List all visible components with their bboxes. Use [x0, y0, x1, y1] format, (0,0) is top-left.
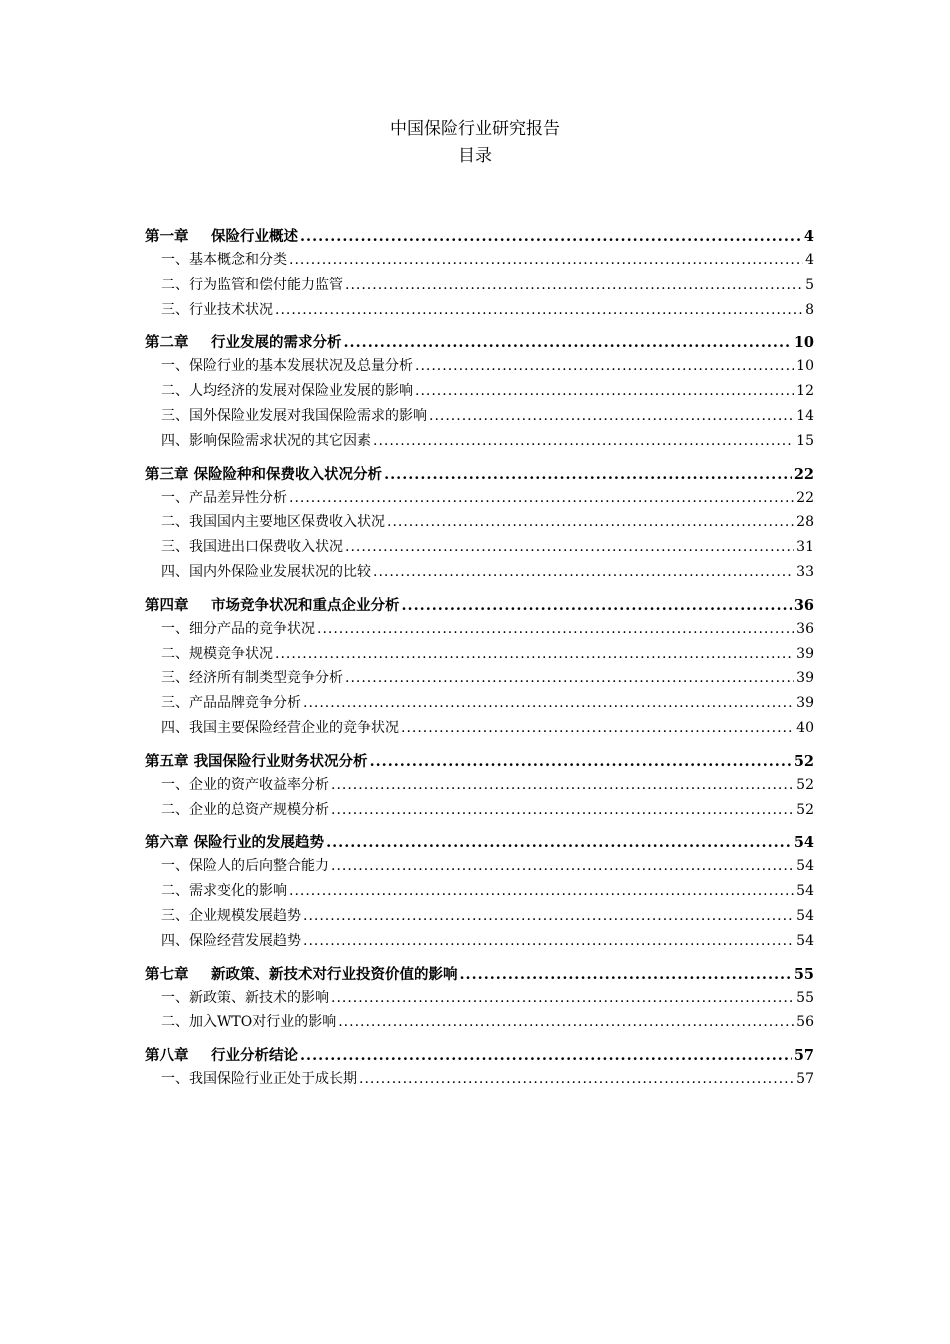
- dot-leader: [275, 298, 803, 323]
- section-page-number: 4: [805, 252, 814, 268]
- dot-leader: [344, 332, 792, 354]
- section-title: 二、需求变化的影响: [161, 883, 287, 900]
- dot-leader: [289, 486, 794, 511]
- section-title: 一、细分产品的竞争状况: [161, 620, 315, 637]
- toc-section-entry[interactable]: [145, 486, 814, 511]
- section-title: 一、保险人的后向整合能力: [161, 858, 329, 875]
- dot-leader: [384, 464, 792, 486]
- toc-section-entry[interactable]: [145, 1010, 814, 1035]
- dot-leader: [331, 798, 794, 823]
- section-page-number: 54: [796, 883, 814, 900]
- chapter-label: [145, 595, 400, 617]
- document-title: 中国保险行业研究报告: [390, 119, 560, 139]
- toc-section-entry[interactable]: [145, 354, 814, 379]
- section-page-number: 54: [796, 858, 814, 875]
- dot-leader: [303, 929, 794, 954]
- dot-leader: [317, 617, 794, 642]
- toc-heading: 目录: [458, 146, 492, 166]
- section-page-number: 55: [796, 989, 814, 1006]
- section-title: 一、我国保险行业正处于成长期: [161, 1071, 357, 1088]
- section-title: 一、基本概念和分类: [161, 252, 287, 268]
- section-title: 四、国内外保险业发展状况的比较: [161, 563, 371, 580]
- toc-section-entry[interactable]: [145, 642, 814, 667]
- chapter-page-number: 54: [793, 834, 814, 852]
- toc-section-entry[interactable]: [145, 429, 814, 454]
- section-page-number: 31: [796, 539, 814, 556]
- section-page-number: 22: [796, 489, 814, 506]
- chapter-title: 行业分析结论: [211, 1047, 298, 1065]
- dot-leader: [415, 354, 794, 379]
- toc-section-entry[interactable]: [145, 404, 814, 429]
- dot-leader: [331, 986, 794, 1011]
- section-page-number: 8: [805, 301, 814, 318]
- dot-leader: [415, 379, 794, 404]
- chapter-number: 第六章: [145, 834, 189, 852]
- section-page-number: 39: [796, 645, 814, 662]
- toc-section-entry[interactable]: [145, 854, 814, 879]
- section-page-number: 28: [796, 514, 814, 531]
- chapter-page-number: 36: [793, 596, 814, 614]
- dot-leader: [345, 666, 794, 691]
- toc-section-entry[interactable]: [145, 560, 814, 585]
- toc-section-entry[interactable]: [145, 1067, 814, 1092]
- chapter-title: 新政策、新技术对行业投资价值的影响: [211, 965, 458, 983]
- section-page-number: 54: [796, 932, 814, 949]
- section-title: 一、企业的资产收益率分析: [161, 776, 329, 793]
- chapter-title: 保险险种和保费收入状况分析: [193, 465, 383, 483]
- chapter-label: [145, 332, 342, 354]
- section-title: 四、我国主要保险经营企业的竞争状况: [161, 719, 399, 736]
- chapter-number: 第七章: [145, 965, 189, 983]
- chapter-number: 第二章: [145, 334, 189, 352]
- section-title: 一、保险行业的基本发展状况及总量分析: [161, 358, 413, 375]
- chapter-label: [145, 964, 458, 986]
- section-title: 三、行业技术状况: [161, 301, 273, 318]
- section-page-number: 57: [796, 1071, 814, 1088]
- dot-leader: [300, 1045, 792, 1067]
- section-page-number: 36: [796, 620, 814, 637]
- dot-leader: [429, 404, 794, 429]
- toc-section-entry[interactable]: [145, 879, 814, 904]
- section-title: 一、新政策、新技术的影响: [161, 989, 329, 1006]
- chapter-page-number: 10: [793, 334, 814, 352]
- dot-leader: [359, 1067, 794, 1092]
- dot-leader: [326, 832, 792, 854]
- toc-section-entry[interactable]: [145, 904, 814, 929]
- dot-leader: [275, 642, 794, 667]
- chapter-page-number: 22: [793, 465, 814, 483]
- section-page-number: 40: [796, 719, 814, 736]
- toc-section-entry[interactable]: [145, 535, 814, 560]
- toc-section-entry[interactable]: [145, 298, 814, 323]
- chapter-number: 第三章: [145, 465, 189, 483]
- section-page-number: 56: [796, 1014, 814, 1031]
- chapter-label: [145, 226, 298, 248]
- dot-leader: [338, 1010, 794, 1035]
- chapter-label: [145, 1045, 298, 1067]
- toc-chapter-entry[interactable]: [145, 332, 814, 354]
- toc-section-entry[interactable]: [145, 716, 814, 741]
- toc-section-entry[interactable]: [145, 691, 814, 716]
- toc-section-entry[interactable]: [145, 666, 814, 691]
- dot-leader: [331, 773, 794, 798]
- dot-leader: [373, 560, 794, 585]
- chapter-title: 我国保险行业财务状况分析: [193, 752, 368, 770]
- section-page-number: 39: [796, 670, 814, 687]
- chapter-page-number: 55: [793, 965, 814, 983]
- chapter-label: [145, 832, 324, 854]
- section-page-number: 12: [796, 383, 814, 400]
- section-title: 一、产品差异性分析: [161, 489, 287, 506]
- toc-chapter-entry[interactable]: [145, 751, 814, 773]
- section-page-number: 10: [796, 358, 814, 375]
- toc-chapter-entry[interactable]: [145, 832, 814, 854]
- chapter-label: [145, 751, 368, 773]
- chapter-title: 保险行业概述: [211, 228, 298, 245]
- dot-leader: [401, 716, 794, 741]
- dot-leader: [303, 691, 794, 716]
- section-page-number: 52: [796, 801, 814, 818]
- toc-section-entry[interactable]: [145, 929, 814, 954]
- toc-chapter-entry[interactable]: [145, 464, 814, 486]
- section-page-number: 52: [796, 776, 814, 793]
- section-page-number: 54: [796, 907, 814, 924]
- dot-leader: [303, 904, 794, 929]
- section-title: 四、影响保险需求状况的其它因素: [161, 432, 371, 449]
- toc-section-entry[interactable]: [145, 798, 814, 823]
- table-of-contents: [145, 226, 814, 1092]
- toc-section-entry[interactable]: [145, 379, 814, 404]
- chapter-title: 保险行业的发展趋势: [193, 834, 325, 852]
- dot-leader: [373, 429, 794, 454]
- toc-chapter-entry[interactable]: [145, 226, 814, 248]
- section-title: 二、加入WTO对行业的影响: [161, 1014, 337, 1031]
- dot-leader: [370, 751, 792, 773]
- chapter-number: 第五章: [145, 752, 189, 770]
- toc-chapter-entry[interactable]: [145, 1045, 814, 1067]
- section-page-number: 33: [796, 563, 814, 580]
- chapter-number: 第一章: [145, 228, 189, 245]
- dot-leader: [331, 854, 794, 879]
- toc-chapter-entry[interactable]: [145, 595, 814, 617]
- dot-leader: [289, 248, 803, 273]
- section-title: 三、企业规模发展趋势: [161, 907, 301, 924]
- section-title: 二、人均经济的发展对保险业发展的影响: [161, 383, 413, 400]
- section-title: 三、经济所有制类型竞争分析: [161, 670, 343, 687]
- chapter-page-number: 52: [793, 752, 814, 770]
- chapter-number: 第八章: [145, 1047, 189, 1065]
- toc-section-entry[interactable]: [145, 248, 814, 273]
- toc-section-entry[interactable]: [145, 510, 814, 535]
- dot-leader: [345, 535, 794, 560]
- dot-leader: [460, 964, 792, 986]
- dot-leader: [345, 273, 803, 298]
- chapter-title: 市场竞争状况和重点企业分析: [211, 596, 400, 614]
- toc-section-entry[interactable]: [145, 273, 814, 298]
- section-page-number: 39: [796, 695, 814, 712]
- section-title: 二、行为监管和偿付能力监管: [161, 276, 343, 293]
- section-title: 三、产品品牌竞争分析: [161, 695, 301, 712]
- toc-section-entry[interactable]: [145, 986, 814, 1011]
- section-title: 二、规模竞争状况: [161, 645, 273, 662]
- chapter-title: 行业发展的需求分析: [211, 334, 342, 352]
- section-title: 四、保险经营发展趋势: [161, 932, 301, 949]
- toc-chapter-entry[interactable]: [145, 964, 814, 986]
- section-title: 二、我国国内主要地区保费收入状况: [161, 514, 385, 531]
- chapter-label: [145, 464, 382, 486]
- dot-leader: [387, 510, 794, 535]
- chapter-page-number: 4: [803, 228, 814, 245]
- section-page-number: 5: [805, 276, 814, 293]
- section-page-number: 14: [796, 407, 814, 424]
- chapter-number: 第四章: [145, 596, 189, 614]
- dot-leader: [289, 879, 794, 904]
- dot-leader: [402, 595, 792, 617]
- section-title: 三、国外保险业发展对我国保险需求的影响: [161, 407, 427, 424]
- section-page-number: 15: [796, 432, 814, 449]
- section-title: 三、我国进出口保费收入状况: [161, 539, 343, 556]
- toc-section-entry[interactable]: [145, 617, 814, 642]
- chapter-page-number: 57: [793, 1047, 814, 1065]
- section-title: 二、企业的总资产规模分析: [161, 801, 329, 818]
- dot-leader: [300, 226, 802, 248]
- toc-section-entry[interactable]: [145, 773, 814, 798]
